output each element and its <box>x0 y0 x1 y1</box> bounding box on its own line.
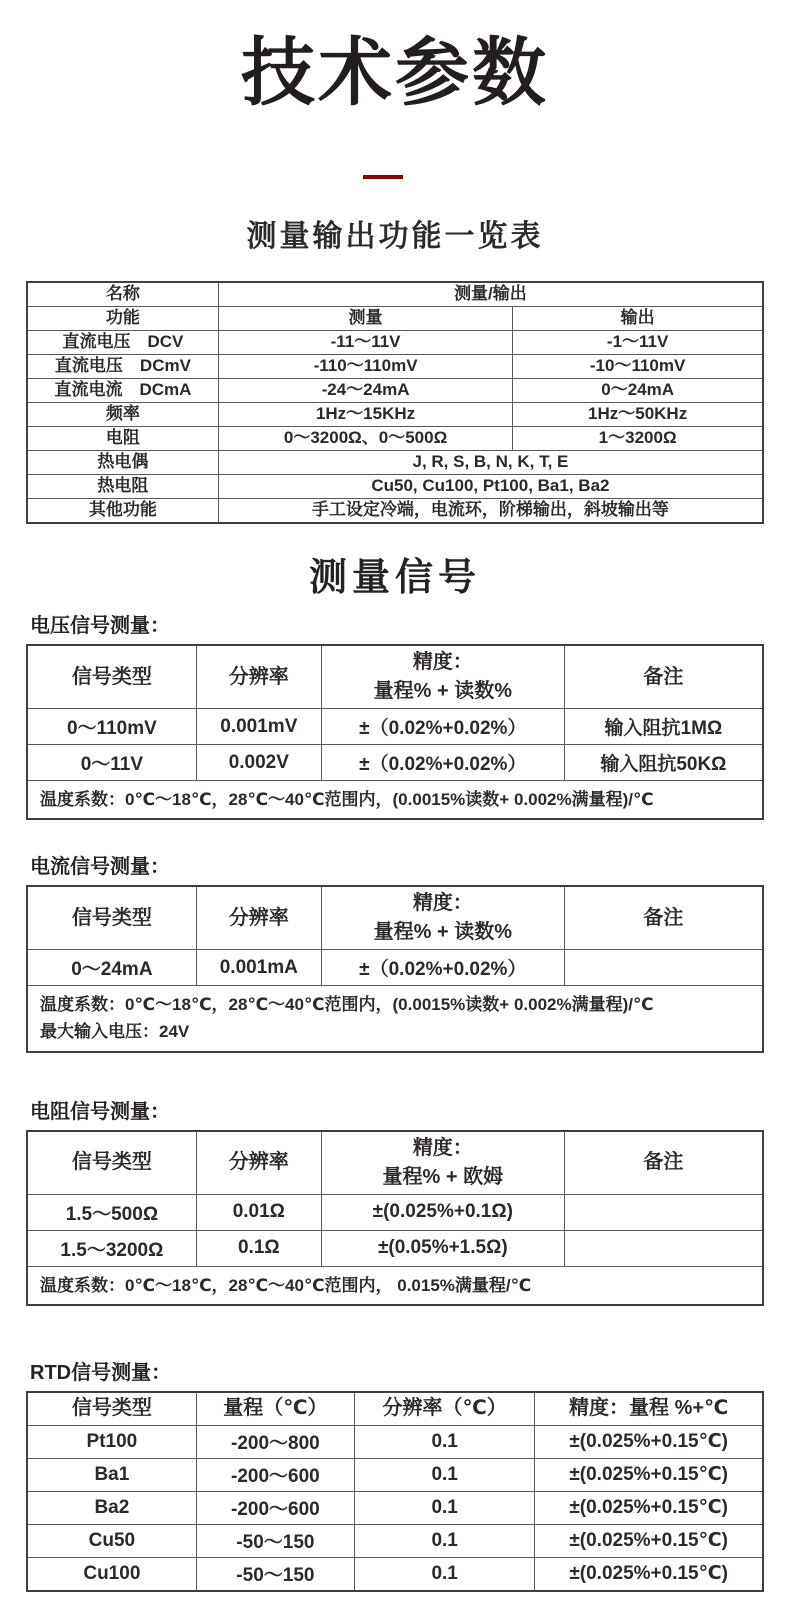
table-cell: -24～24mA <box>218 379 512 403</box>
table-cell: 测量/输出 <box>218 282 763 307</box>
column-header: 信号类型 <box>27 886 196 950</box>
column-header: 备注 <box>564 645 763 709</box>
table-cell: -200～600 <box>196 1491 354 1524</box>
table-cell: 0～3200Ω、0～500Ω <box>218 427 512 451</box>
resistance-table <box>26 1130 764 1306</box>
table-cell: 功能 <box>27 307 218 331</box>
footnote-cell: 温度系数：0℃～18℃，28℃～40℃范围内，(0.0015%读数+ 0.002%满量程)/℃ <box>27 781 763 820</box>
table-cell <box>564 1230 763 1266</box>
column-header: 量程（℃） <box>196 1392 354 1426</box>
header-row <box>27 645 763 709</box>
accent-dash <box>363 175 403 179</box>
table-row <box>27 1230 763 1266</box>
table-cell: -110～110mV <box>218 355 512 379</box>
table-cell: -50～150 <box>196 1524 354 1557</box>
table-cell: 直流电压 DCV <box>27 331 218 355</box>
table-cell: ±(0.05%+1.5Ω) <box>321 1230 564 1266</box>
table-cell: 0～24mA <box>513 379 763 403</box>
table-cell: -200～600 <box>196 1458 354 1491</box>
table-cell: 名称 <box>27 282 218 307</box>
footnote-row <box>27 1266 763 1305</box>
table-row <box>27 355 763 379</box>
table-cell: Ba1 <box>27 1458 196 1491</box>
table-cell: Cu100 <box>27 1557 196 1591</box>
table-cell: ±(0.025%+0.1Ω) <box>321 1194 564 1230</box>
spec-document <box>0 30 790 1592</box>
table-cell: J, R, S, B, N, K, T, E <box>218 451 763 475</box>
table-cell: 输入阻抗50KΩ <box>564 745 763 781</box>
table-cell: Ba2 <box>27 1491 196 1524</box>
table-cell: 其他功能 <box>27 499 218 524</box>
table-cell: ±（0.02%+0.02%） <box>321 709 564 745</box>
column-header: 备注 <box>564 1131 763 1195</box>
table-cell: 0～11V <box>27 745 196 781</box>
table-cell: 0.1 <box>355 1524 535 1557</box>
table-cell: -50～150 <box>196 1557 354 1591</box>
table-row <box>27 427 763 451</box>
column-header: 精度： 量程% + 读数% <box>321 886 564 950</box>
table-cell: 热电偶 <box>27 451 218 475</box>
header-row <box>27 1392 763 1426</box>
column-header: 分辨率 <box>196 1131 321 1195</box>
table-cell: 1.5～3200Ω <box>27 1230 196 1266</box>
table-cell: 输出 <box>513 307 763 331</box>
table-cell: 0.1 <box>355 1425 535 1458</box>
table-cell: 电阻 <box>27 427 218 451</box>
table-row <box>27 499 763 524</box>
table-cell: 直流电压 DCmV <box>27 355 218 379</box>
voltage-table <box>26 644 764 820</box>
table-cell: ±(0.025%+0.15℃) <box>535 1458 763 1491</box>
current-section-label: 电流信号测量： <box>30 856 170 879</box>
voltage-section <box>0 609 790 820</box>
resistance-section-label: 电阻信号测量： <box>30 1100 170 1123</box>
current-table <box>26 885 764 1052</box>
table-cell: ±(0.025%+0.15℃) <box>535 1557 763 1591</box>
table-cell: ±(0.025%+0.15℃) <box>535 1524 763 1557</box>
column-header: 精度： 量程% + 欧姆 <box>321 1131 564 1195</box>
table-cell: 直流电流 DCmA <box>27 379 218 403</box>
table-cell: 1Hz～15KHz <box>218 403 512 427</box>
table-row <box>27 709 763 745</box>
column-header: 分辨率（℃） <box>355 1392 535 1426</box>
table-row <box>27 1524 763 1557</box>
table-cell: ±（0.02%+0.02%） <box>321 745 564 781</box>
table-cell: 0.1 <box>355 1458 535 1491</box>
table-cell: 0.001mA <box>196 950 321 986</box>
current-section <box>0 850 790 1052</box>
column-header: 备注 <box>564 886 763 950</box>
table-row <box>27 282 763 307</box>
voltage-section-label: 电压信号测量： <box>30 615 170 638</box>
table-cell: ±(0.025%+0.15℃) <box>535 1425 763 1458</box>
table-cell: -10～110mV <box>513 355 763 379</box>
column-header: 分辨率 <box>196 645 321 709</box>
rtd-section <box>0 1356 790 1592</box>
table-row <box>27 403 763 427</box>
table-cell: 0～110mV <box>27 709 196 745</box>
table-row <box>27 1458 763 1491</box>
table-cell: 频率 <box>27 403 218 427</box>
table-row <box>27 379 763 403</box>
column-header: 信号类型 <box>27 1131 196 1195</box>
table-cell: -200～800 <box>196 1425 354 1458</box>
rtd-table <box>26 1391 764 1592</box>
table-cell: 手工设定冷端，电流环，阶梯输出，斜坡输出等 <box>218 499 763 524</box>
table-cell: 热电阻 <box>27 475 218 499</box>
signals-section-title: 测量信号 <box>308 557 481 600</box>
column-header: 信号类型 <box>27 645 196 709</box>
table-row <box>27 745 763 781</box>
table-row <box>27 1425 763 1458</box>
table-cell: 1.5～500Ω <box>27 1194 196 1230</box>
footnote-row <box>27 986 763 1052</box>
rtd-section-label: RTD信号测量： <box>30 1361 172 1384</box>
table-cell: 测量 <box>218 307 512 331</box>
table-cell: 0～24mA <box>27 950 196 986</box>
column-header: 信号类型 <box>27 1392 196 1426</box>
resistance-section <box>0 1095 790 1306</box>
table-cell: 0.002V <box>196 745 321 781</box>
header-row <box>27 1131 763 1195</box>
table-cell <box>564 1194 763 1230</box>
column-header: 分辨率 <box>196 886 321 950</box>
page-title: 技术参数 <box>241 31 549 114</box>
table-cell: 0.1Ω <box>196 1230 321 1266</box>
table-cell: ±(0.025%+0.15℃) <box>535 1491 763 1524</box>
table-cell <box>564 950 763 986</box>
column-header: 精度： 量程% + 读数% <box>321 645 564 709</box>
table-row <box>27 331 763 355</box>
table-row <box>27 1194 763 1230</box>
table-cell: ±（0.02%+0.02%） <box>321 950 564 986</box>
table-cell: 输入阻抗1MΩ <box>564 709 763 745</box>
footnote-cell: 温度系数：0℃～18℃，28℃～40℃范围内， 0.015%满量程/℃ <box>27 1266 763 1305</box>
table-cell: Cu50 <box>27 1524 196 1557</box>
overview-table <box>26 281 764 524</box>
table-row <box>27 1557 763 1591</box>
overview-table-title: 测量输出功能一览表 <box>246 220 544 254</box>
table-row <box>27 475 763 499</box>
table-row <box>27 950 763 986</box>
header-row <box>27 886 763 950</box>
table-cell: Cu50, Cu100, Pt100, Ba1, Ba2 <box>218 475 763 499</box>
table-cell: 1Hz～50KHz <box>513 403 763 427</box>
table-row <box>27 307 763 331</box>
table-cell: -1～11V <box>513 331 763 355</box>
table-cell: 0.1 <box>355 1557 535 1591</box>
table-cell: 0.01Ω <box>196 1194 321 1230</box>
table-cell: Pt100 <box>27 1425 196 1458</box>
table-cell: 0.1 <box>355 1491 535 1524</box>
column-header: 精度：量程 %+℃ <box>535 1392 763 1426</box>
footnote-cell: 温度系数：0℃～18℃，28℃～40℃范围内，(0.0015%读数+ 0.002%满量程)/℃ 最大输入电压：24V <box>27 986 763 1052</box>
table-cell: -11～11V <box>218 331 512 355</box>
table-cell: 1～3200Ω <box>513 427 763 451</box>
table-row <box>27 451 763 475</box>
table-cell: 0.001mV <box>196 709 321 745</box>
table-row <box>27 1491 763 1524</box>
footnote-row <box>27 781 763 820</box>
